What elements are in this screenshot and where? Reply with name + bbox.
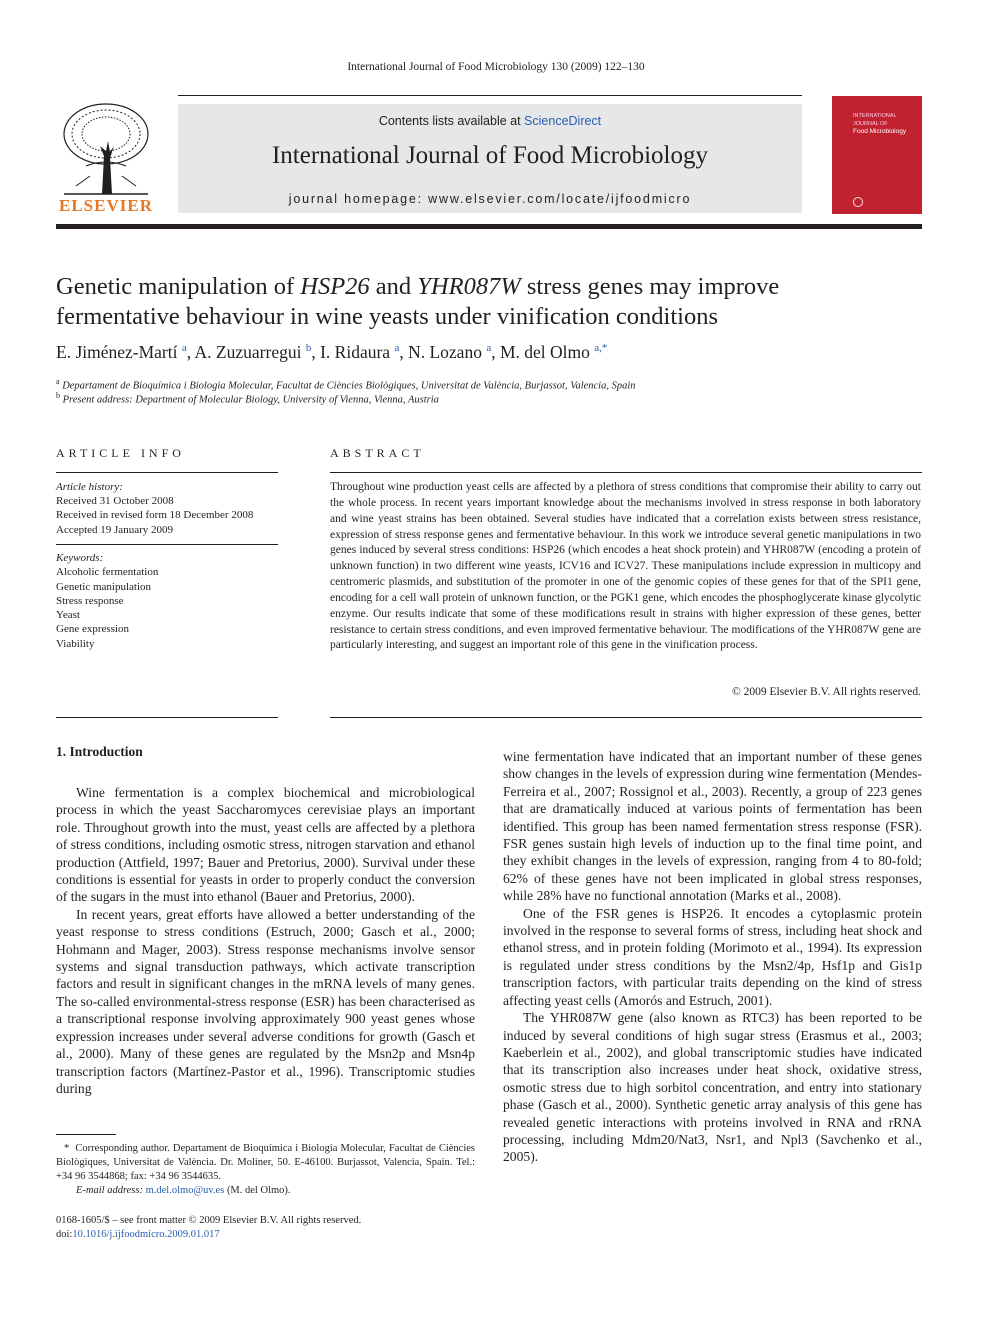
affiliation-mark[interactable]: a — [394, 342, 400, 355]
journal-citation: International Journal of Food Microbiology 130 (2009) 122–130 — [347, 61, 645, 73]
keyword: Stress response — [56, 594, 124, 607]
issn-line: 0168-1605/$ – see front matter © 2009 Elsevier B.V. All rights reserved. — [56, 1215, 362, 1226]
affiliation-mark[interactable]: a — [181, 342, 187, 355]
keyword: Genetic manipulation — [56, 580, 151, 593]
cover-title — [853, 112, 922, 136]
abstract-heading: ABSTRACT — [330, 446, 425, 460]
divider — [56, 717, 278, 718]
divider — [330, 717, 922, 718]
journal-homepage[interactable]: journal homepage: www.elsevier.com/locate/ijfoodmicro — [288, 192, 692, 206]
abstract-copyright: © 2009 Elsevier B.V. All rights reserved. — [732, 686, 921, 698]
paragraph: The YHR087W gene (also known as RTC3) has been reported to be induced by several conditions of high sugar stress (Erasmus et al., 2003; Kaeberlein et al., 2002), and global transcriptomic studies have indicated that its transcription also increases under heat shock, oxidative stress, osmotic stress due to high sorbitol concentration, and entry into stationary phase (Gasch et al., 2000). Synthetic genetic array analysis of this gene has revealed genetic interactions with proteins involved in RNA and rRNA processing, including Mdm20/Nat3, Nsr1, and Npl3 (Savchenko et al., 2005). — [503, 1010, 922, 1165]
footnote-body — [56, 1142, 475, 1184]
divider — [56, 472, 278, 473]
accepted-date: Accepted 19 January 2009 — [56, 523, 173, 536]
divider — [56, 544, 278, 545]
header-rule — [56, 224, 922, 229]
elsevier-wordmark: ELSEVIER — [59, 196, 153, 215]
section-heading: 1. Introduction — [56, 744, 143, 759]
paragraph: In recent years, great efforts have allowed a better understanding of the yeast response to stress conditions (Estruch, 2000; Gasch et al., 2000; Hohmann and Mager, 2003). Stress response mechanisms involve sensor systems and signal transduction pathways, which activate transcription factors and result in significant changes in the mRNA levels of many genes. The so-called environmental-stress response (ESR) has been characterised as a transcriptional response involving approximately 900 yeast genes whose expression increases under several adverse conditions for growth (Gasch et al., 2000). Many of these genes are regulated by the Msn2p and Msn4p transcription factors (Martínez-Pastor et al., 1996). Transcriptomic studies during — [56, 906, 475, 1096]
corresponding-author-footnote — [56, 1142, 475, 1198]
cover-emblem-icon — [852, 196, 864, 208]
paragraph: wine fermentation have indicated that an important number of these genes show changes in the levels of expression during wine fermentation (Mendes-Ferreira et al., 2007; Rossignol et al., 2003). Recently, a group of 223 genes that are dramatically induced at various points of fermentation has been identified. This group has been named fermentation stress response (FSR). FSR genes sustain high levels of induction up to the final time point, and they exhibit changes in the levels of expression, ranging from 4 to 80-fold; 62% of these genes have not been implicated in global stress responses, while 28% have no functional annotation (Marks et al., 2008). — [503, 749, 922, 904]
doi-line — [56, 1228, 361, 1242]
affiliation-mark: b — [56, 391, 60, 400]
divider — [330, 472, 922, 473]
email-link[interactable]: m.del.olmo@uv.es — [145, 1185, 225, 1196]
affiliation-mark[interactable]: a — [486, 342, 492, 355]
revised-date: Received in revised form 18 December 2008 — [56, 509, 254, 522]
footnote-rule — [56, 1134, 116, 1135]
sciencedirect-link[interactable]: ScienceDirect — [524, 114, 602, 128]
author: I. Ridaura — [320, 342, 391, 362]
elsevier-logo[interactable] — [56, 96, 156, 216]
keyword: Viability — [56, 637, 95, 650]
history-label: Article history: — [56, 481, 123, 493]
paragraph: Wine fermentation is a complex biochemical and microbiological process in which the yeast Saccharomyces cerevisiae plays an important role. Throughout growth into the must, yeast cells are affected by a plethora of stress conditions, including osmotic stress, nitrogen starvation and ethanol production (Attfield, 1997; Bauer and Pretorius, 2000). Survival under these conditions is essential for yeasts in order to properly conduct the conversion of the sugars in the must into ethanol (Bauer and Pretorius, 2000). — [56, 785, 475, 905]
affiliation-b — [56, 391, 439, 406]
affiliation-text: Present address: Department of Molecular Biology, University of Vienna, Vienna, Austria — [62, 394, 439, 406]
affiliation-mark[interactable]: b — [305, 342, 312, 355]
affiliation-a — [56, 377, 636, 392]
title-part: and — [369, 273, 418, 300]
title-gene: YHR087W — [417, 273, 521, 300]
doi-link[interactable]: 10.1016/j.ijfoodmicro.2009.01.017 — [72, 1229, 220, 1240]
journal-banner — [178, 104, 802, 213]
author: A. Zuzuarregui — [194, 342, 302, 362]
keyword: Alcoholic fermentation — [56, 566, 159, 579]
cover-line2: Food Microbiology — [853, 128, 907, 135]
title-gene: HSP26 — [300, 273, 370, 300]
affiliation-mark[interactable]: a,* — [594, 342, 608, 355]
body-column-right — [503, 748, 922, 1166]
keywords — [56, 551, 278, 651]
contents-prefix: Contents lists available at — [378, 114, 525, 128]
affiliation-mark: a — [56, 377, 60, 386]
email-suffix: (M. del Olmo). — [226, 1185, 291, 1196]
front-matter — [56, 1214, 361, 1242]
journal-title: International Journal of Food Microbiology — [271, 142, 709, 169]
title-part: Genetic manipulation of — [56, 273, 301, 300]
article-title — [56, 272, 922, 331]
affiliation-text: Departament de Bioquímica i Biologia Molecular, Facultat de Ciències Biològiques, Universitat de València, Burjassot, Valencia, Spain — [62, 380, 636, 392]
keyword: Gene expression — [56, 623, 130, 636]
keyword: Yeast — [56, 609, 80, 622]
keywords-label: Keywords: — [56, 552, 104, 564]
email-line — [56, 1184, 475, 1198]
tree-icon — [56, 96, 156, 196]
abstract-text: Throughout wine production yeast cells are affected by a plethora of stress conditions that compromise their ability to carry out the whole process. In recent years important knowledge about the mechanisms involved in stress response in both laboratory and wine yeast strains has been obtained. Several studies have indicated that a correlation exists between stress resistance, expression of stress response genes and fermentative behaviour. In this work we introduce several genetic manipulations in two genes induced by several stress conditions: HSP26 (which encodes a heat shock protein) and YHR087W (encoding a protein of unknown function) in two different wine yeasts, ICV16 and ICV27. These manipulations include expression in multicopy and centromeric plasmids, and substitution of the promoter in one of the genomic copies of these genes for that of the SPI1 gene, encoding for a cell wall protein of unknown function, or the PGK1 gene, which encodes the phosphoglycerate kinase glycolytic enzyme. Our results indicate that some of these modifications result in strains with higher expression of these genes, better resistance to certain stress conditions, and even improved fermentative behaviour. The modifications of the YHR087W gene are particularly interesting, and suggest an important role of this gene in the vinification process. — [330, 481, 921, 652]
doi-label: doi: — [56, 1229, 73, 1240]
contents-line — [178, 114, 802, 128]
title-part: fermentative behaviour in wine yeasts under vinification conditions — [56, 302, 718, 330]
paragraph: One of the FSR genes is HSP26. It encodes a cytoplasmic protein involved in the response to several forms of stress, including heat shock and ethanol stress, and in protein folding (Morimoto et al., 1994). Its expression is regulated under stress conditions by the Msn2/4p, Hsf1p and Gis1p transcription factors, with particular traits depending on the kind of stress affecting yeast cells (Amorós and Estruch, 2001). — [503, 905, 922, 1008]
body-column-left — [56, 784, 475, 1097]
footnote-text: Corresponding author. Departament de Bioquímica i Biologia Molecular, Facultat de Ciències Biològiques, Universitat de València. Dr. Moliner, 50. E-46100. Burjassot, Valencia, Spain. Tel.: +34 96 3544868; fax: +34 96 3544635. — [56, 1143, 475, 1182]
email-label: E-mail address: — [76, 1185, 143, 1196]
author: M. del Olmo — [499, 342, 590, 362]
author-list: E. Jiménez-Martí $^a$, A. Zuzuarregui $^b$, I. Ridaura $^a$, N. Lozano $^a$, M. del Olmo $^{a,*}$ — [56, 342, 608, 362]
journal-cover[interactable] — [832, 96, 922, 214]
banner-top-rule — [178, 95, 802, 96]
title-part: stress genes may improve — [520, 273, 780, 300]
author: N. Lozano — [408, 342, 482, 362]
article-history — [56, 480, 278, 537]
received-date: Received 31 October 2008 — [56, 495, 174, 508]
footnote-mark: * — [64, 1143, 70, 1154]
author: E. Jiménez-Martí — [56, 342, 178, 362]
cover-line1: INTERNATIONAL JOURNAL OF — [853, 113, 897, 127]
article-info-heading: ARTICLE INFO — [56, 446, 185, 460]
